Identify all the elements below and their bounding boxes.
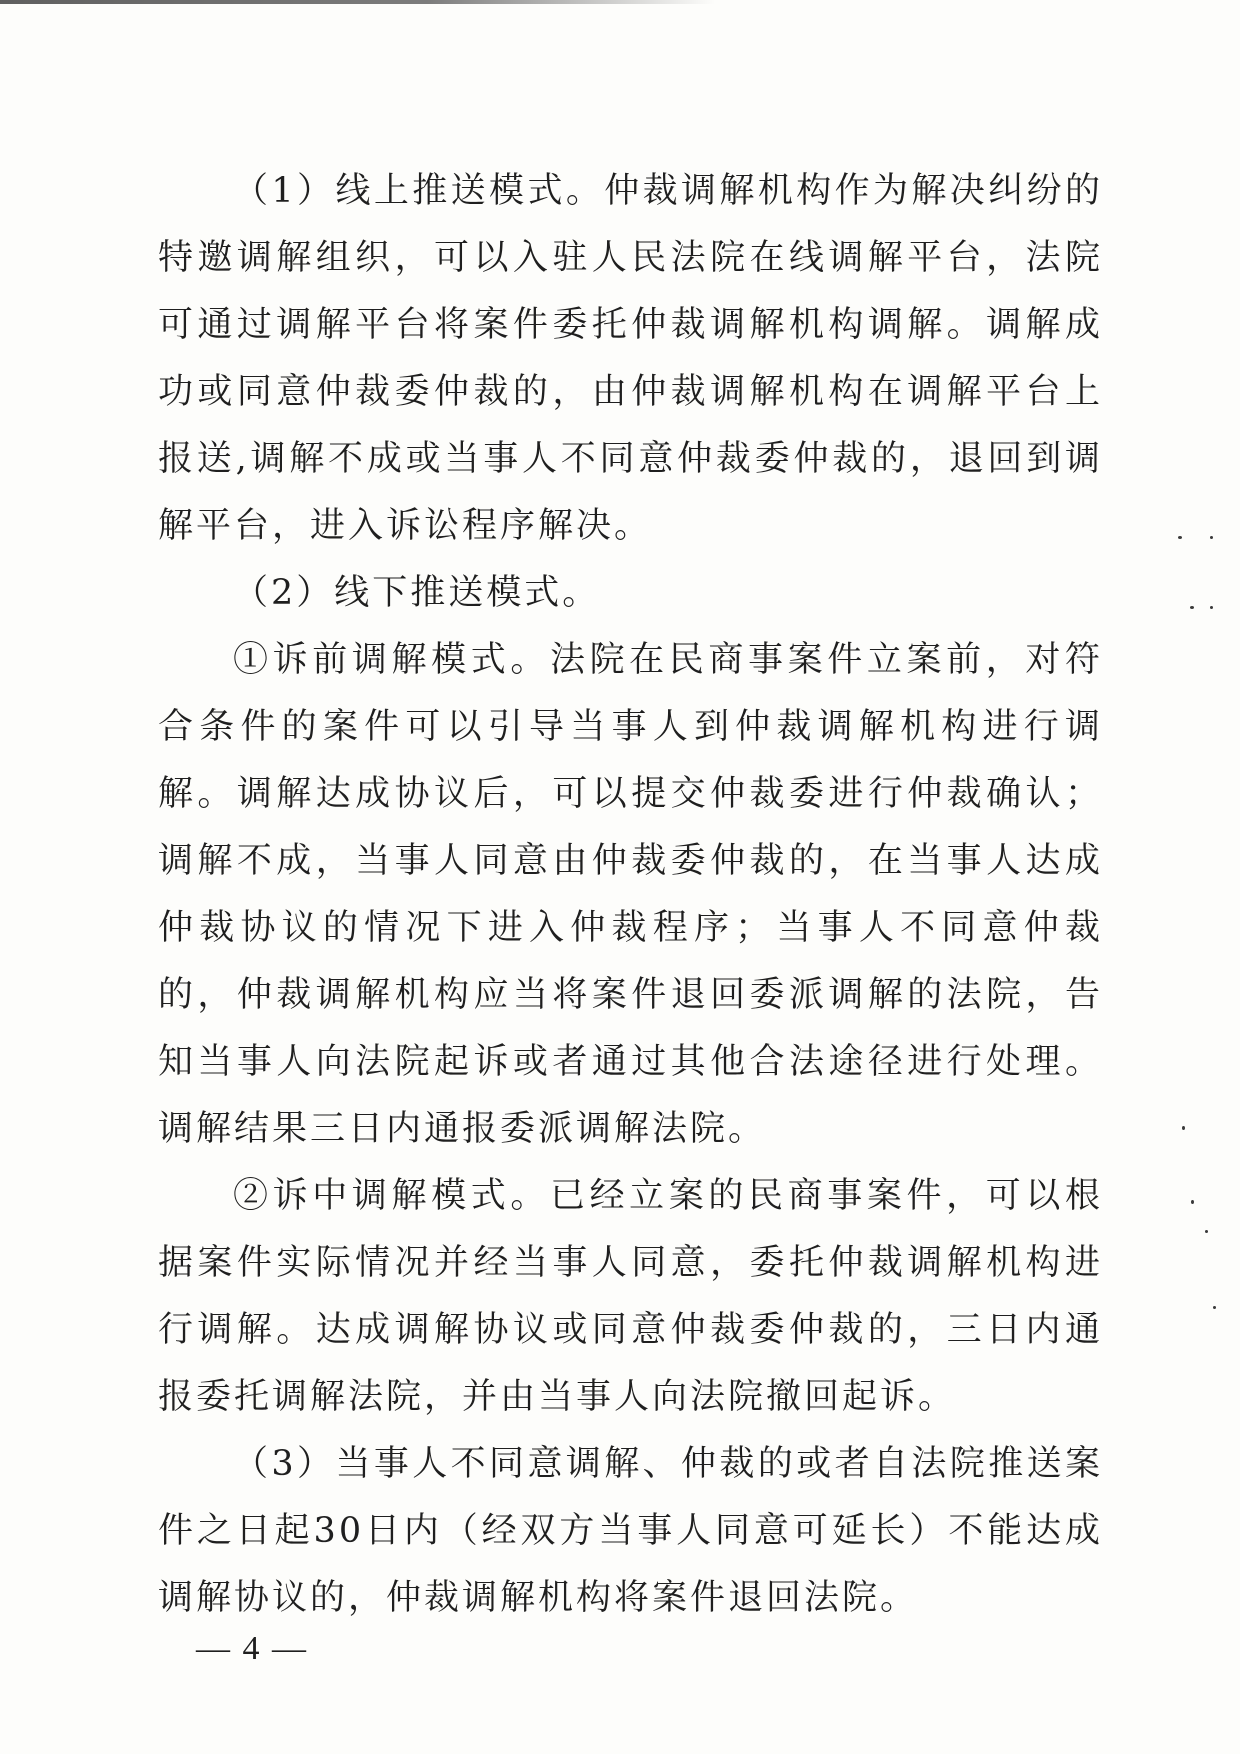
scan-speck [1182,1126,1185,1130]
paragraph-offline-push-mode: （2）线下推送模式。 [233,573,601,613]
scan-speck [1210,536,1213,539]
paragraph-pre-litigation-mediation: ①诉前调解模式。法院在民商事案件立案前，对符合条件的案件可以引导当事人到仲裁调解机构进行调解。调解达成协议后，可以提交仲裁委进行仲裁确认；调解不成，当事人同意由仲裁委仲裁的，在当事人达成仲裁协议的情况下进入仲裁程序；当事人不同意仲裁的，仲裁调解机构应当将案件退回委派调解的法院，告知当事人向法院起诉或者通过其他合法途径进行处理。调解结果三日内通报委派调解法院。 [158,640,1103,1149]
scan-speck [1178,536,1182,539]
paragraph-in-litigation-mediation: ②诉中调解模式。已经立案的民商事案件，可以根据案件实际情况并经当事人同意，委托仲裁调解机构进行调解。达成调解协议或同意仲裁委仲裁的，三日内通报委托调解法院，并由当事人向法院撤回起诉。 [158,1176,1103,1417]
scan-speck [1190,606,1194,609]
scan-speck [1191,1200,1194,1204]
scan-top-edge [0,0,715,4]
scan-speck [1205,1230,1208,1233]
document-body [158,158,1103,1632]
page-number: — 4 — [196,1630,308,1667]
paragraph-case-return: （3）当事人不同意调解、仲裁的或者自法院推送案件之日起30日内（经双方当事人同意可延长）不能达成调解协议的，仲裁调解机构将案件退回法院。 [158,1444,1103,1618]
scan-speck [1210,606,1213,609]
scan-speck [1213,1306,1216,1309]
paragraph-online-push-mode: （1）线上推送模式。仲裁调解机构作为解决纠纷的特邀调解组织，可以入驻人民法院在线调解平台，法院可通过调解平台将案件委托仲裁调解机构调解。调解成功或同意仲裁委仲裁的，由仲裁调解机构在调解平台上报送,调解不成或当事人不同意仲裁委仲裁的，退回到调解平台，进入诉讼程序解决。 [158,171,1103,546]
